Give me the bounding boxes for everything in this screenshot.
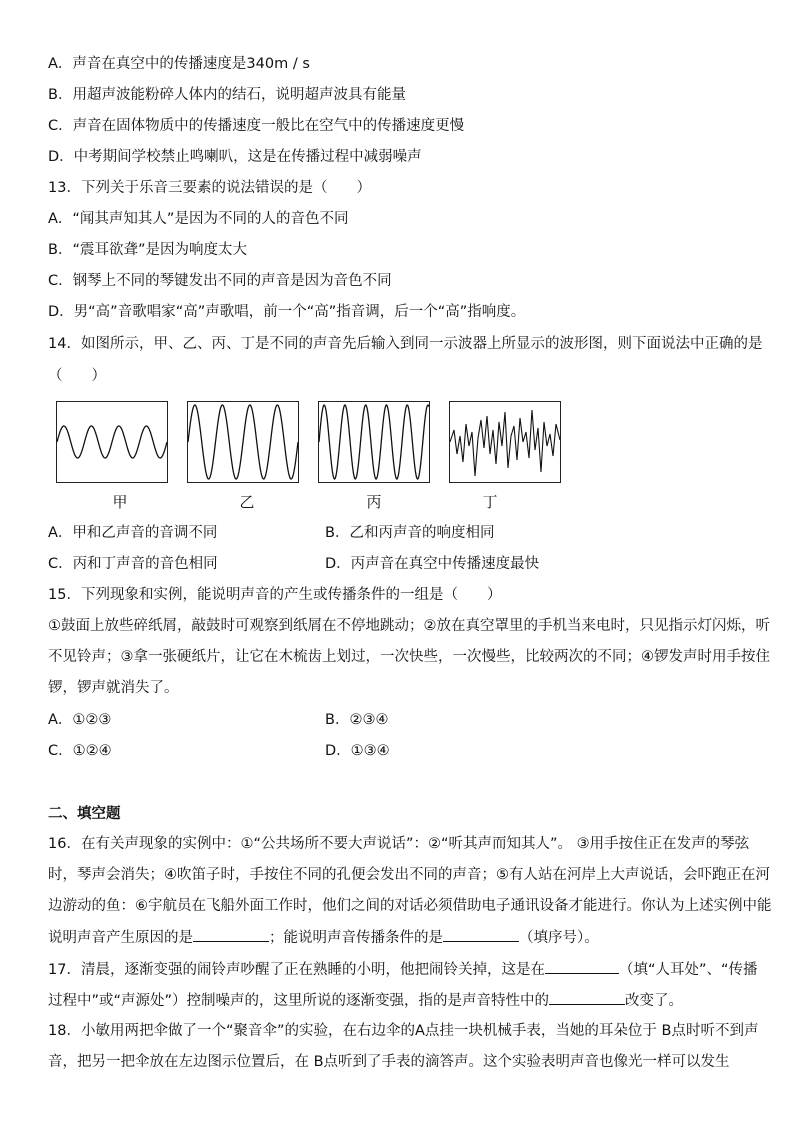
q14-option-a: A．甲和乙声音的音调不同 [48,525,218,541]
q14-option-c: C．丙和丁声音的音色相同 [48,556,218,572]
q15-option-b: B．②③④ [325,712,389,728]
q15-option-d: D．①③④ [325,743,390,759]
q13-option-c: C．钢琴上不同的琴键发出不同的声音是因为音色不同 [48,273,392,289]
q15-body-line1: ①鼓面上放些碎纸屑，敲鼓时可观察到纸屑在不停地跳动；②放在真空罩里的手机当来电时，只见指示灯闪烁，听 [48,618,770,634]
q13-option-d: D．男“高”音歌唱家“高”声歌唱，前一个“高”指音调，后一个“高”指响度。 [48,304,526,320]
caption-jia: 甲 [112,493,128,511]
q18-line2: 音，把另一把伞放在左边图示位置后，在 B点听到了手表的滴答声。这个实验表明声音也像光一样可以发生 [48,1054,730,1070]
q16-line3: 边游动的鱼：⑥宇航员在飞船外面工作时，他们之间的对话必须借助电子通讯设备才能进行。你认为上述实例中能 [48,898,772,914]
q14-stem-line2: （ ） [48,368,106,384]
q17-blank-1[interactable] [545,959,619,974]
waveform-ding [449,401,561,483]
q12-option-a: A．声音在真空中的传播速度是340m / s [48,56,310,72]
q12-option-b: B．用超声波能粉碎人体内的结石，说明超声波具有能量 [48,87,406,103]
q16-blank-1[interactable] [193,927,269,942]
q14-option-d: D．丙声音在真空中传播速度最快 [325,556,540,572]
q16-line4-b: ；能说明声音传播条件的是 [269,930,443,946]
waveform-yi [187,401,299,483]
q17-line1-b: （填“人耳处”、“传播 [618,962,758,978]
q15-body-line2: 不见铃声；③拿一张硬纸片，让它在木梳齿上划过，一次快些，一次慢些，比较两次的不同；④锣发声时用手按住 [48,649,770,665]
q16-line1: 16．在有关声现象的实例中：①“公共场所不要大声说话”：②“听其声而知其人”。 ③用手按住正在发声的琴弦 [48,836,750,852]
q13-option-a: A．“闻其声知其人”是因为不同的人的音色不同 [48,211,349,227]
q15-body-line3: 锣，锣声就消失了。 [48,680,179,696]
caption-yi: 乙 [239,493,255,511]
waveform-bing [318,401,430,483]
q16-blank-2[interactable] [443,927,519,942]
q13-stem: 13．下列关于乐音三要素的说法错误的是（ ） [48,180,371,196]
waveform-jia [56,401,168,483]
q16-line2: 时，琴声会消失；④吹笛子时，手按住不同的孔便会发出不同的声音；⑤有人站在河岸上大声说话，会吓跑正在河 [48,867,770,883]
q13-option-b: B．“震耳欲聋”是因为响度太大 [48,242,247,258]
q17-line1 [48,959,758,980]
q15-option-a: A．①②③ [48,712,112,728]
q17-line2 [48,990,683,1011]
q16-line4-a: 说明声音产生原因的是 [48,930,193,946]
caption-ding: 丁 [482,493,498,511]
q16-line4-c: （填序号）。 [519,930,599,946]
q14-stem-line1: 14．如图所示，甲、乙、丙、丁是不同的声音先后输入到同一示波器上所显示的波形图，则下面说法中正确的是 [48,336,763,352]
q15-stem: 15．下列现象和实例，能说明声音的产生或传播条件的一组是（ ） [48,587,502,603]
section-fill-in-title: 二、填空题 [48,806,121,822]
q14-option-b: B．乙和丙声音的响度相同 [325,525,495,541]
q17-line2-a: 过程中”或“声源处”）控制噪声的，这里所说的逐渐变强，指的是声音特性中的 [48,993,550,1009]
q18-line1: 18．小敏用两把伞做了一个“聚音伞”的实验，在右边伞的A点挂一块机械手表，当她的耳朵位于 B点时听不到声 [48,1023,759,1039]
q12-option-c: C．声音在固体物质中的传播速度一般比在空气中的传播速度更慢 [48,118,465,134]
q12-option-d: D．中考期间学校禁止鸣喇叭，这是在传播过程中减弱噪声 [48,149,422,165]
q15-option-c: C．①②④ [48,743,112,759]
q16-line4 [48,927,599,948]
q17-line1-a: 17．清晨，逐渐变强的闹铃声吵醒了正在熟睡的小明，他把闹铃关掉，这是在 [48,962,545,978]
q17-blank-2[interactable] [549,990,625,1005]
caption-bing: 丙 [366,493,382,511]
q17-line2-b: 改变了。 [625,993,684,1009]
